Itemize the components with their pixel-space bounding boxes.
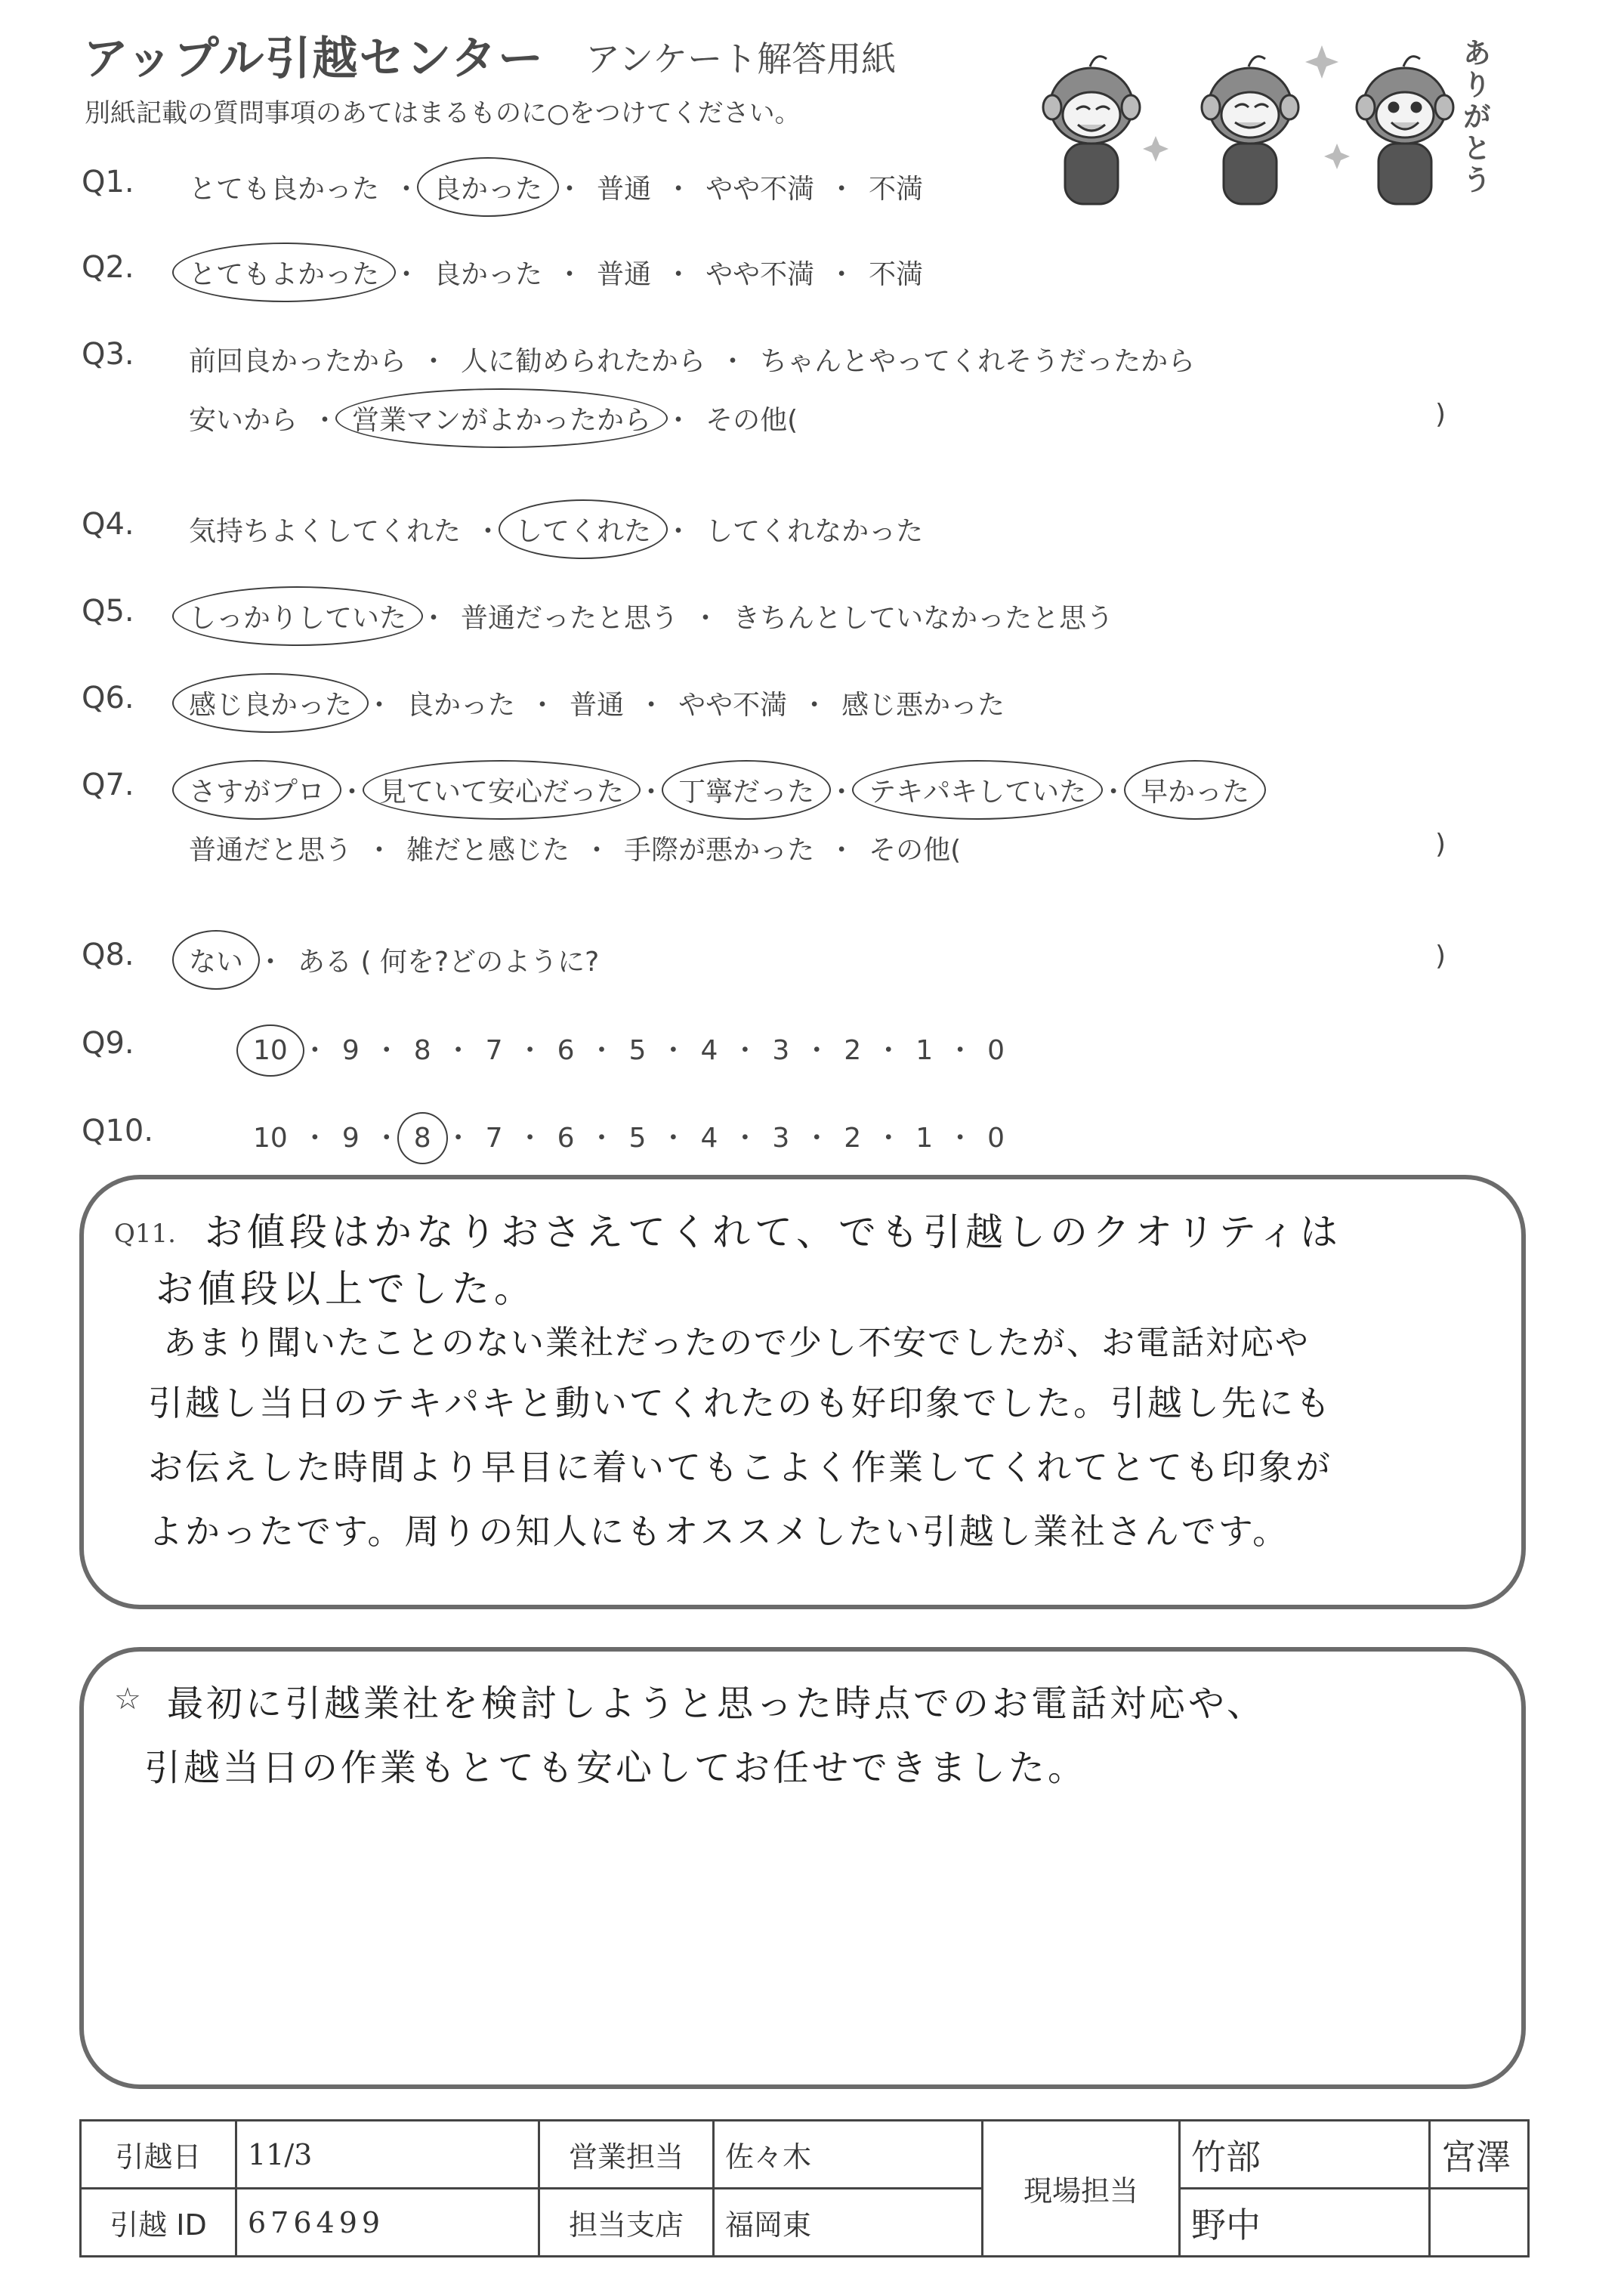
answer-options-row	[189, 597, 1113, 635]
star-comment-line: 最初に引越業社を検討しようと思った時点でのお電話対応や、	[167, 1683, 1267, 1725]
option-separator: ・	[516, 1123, 544, 1154]
option-separator: ・	[556, 174, 584, 205]
answer-option[interactable]: 2	[844, 1123, 862, 1154]
answer-option[interactable]: 7	[485, 1035, 503, 1066]
answer-option[interactable]: 6	[557, 1035, 575, 1066]
option-separator: ・	[665, 259, 693, 290]
option-separator: ・	[420, 346, 448, 377]
answer-options-row	[189, 829, 961, 867]
question-label: Q3.	[82, 337, 134, 372]
answer-option[interactable]: 不満	[869, 174, 924, 205]
option-separator: ・	[828, 259, 856, 290]
answer-option[interactable]: とても良かった	[189, 174, 380, 205]
q11-comment-box	[79, 1175, 1526, 1609]
answer-option[interactable]: 雑だと感じた	[406, 835, 570, 866]
answer-option[interactable]: 4	[700, 1035, 718, 1066]
answer-options-row	[189, 340, 1195, 379]
option-separator: ・	[372, 1035, 400, 1066]
field-staff-value: 宮澤	[1430, 2121, 1529, 2189]
arigatou-text: ありがとう	[1458, 38, 1491, 196]
answer-option[interactable]: やや不満	[678, 690, 788, 721]
q11-line: お伝えした時間より早目に着いてもこよく作業してくれてとても印象が	[148, 1447, 1332, 1488]
option-separator: ・	[731, 1123, 759, 1154]
option-separator: ・	[659, 1123, 687, 1154]
answer-option[interactable]: 0	[987, 1035, 1005, 1066]
answer-option[interactable]: ちゃんとやってくれそうだったから	[760, 346, 1196, 377]
answer-option[interactable]: やや不満	[705, 259, 815, 290]
question-label: Q4.	[82, 507, 134, 542]
answer-option-selected[interactable]: しっかりしていた	[189, 597, 406, 635]
option-separator: ・	[393, 174, 421, 205]
option-separator: ・	[803, 1123, 831, 1154]
move-info-table	[79, 2119, 1530, 2257]
question-label: Q10.	[82, 1114, 154, 1148]
option-separator: ・	[801, 690, 829, 721]
answer-option-selected[interactable]: 早かった	[1141, 771, 1249, 809]
answer-options-row	[189, 941, 599, 979]
option-separator: ・	[828, 777, 856, 808]
field-staff-value: 野中	[1180, 2189, 1430, 2257]
answer-options-row	[189, 253, 923, 292]
answer-option[interactable]: 1	[915, 1123, 934, 1154]
answer-option[interactable]: 6	[557, 1123, 575, 1154]
other-close-paren: )	[1435, 941, 1446, 972]
answer-option[interactable]: 5	[628, 1035, 647, 1066]
answer-option[interactable]: 普通だったと思う	[461, 603, 679, 634]
answer-option[interactable]: 10	[253, 1123, 288, 1154]
option-separator: ・	[665, 405, 693, 436]
option-separator: ・	[946, 1123, 974, 1154]
option-separator: ・	[665, 174, 693, 205]
option-separator: ・	[828, 835, 856, 866]
answer-option-selected[interactable]: 営業マンがよかったから	[352, 399, 651, 437]
answer-option[interactable]: 9	[341, 1123, 360, 1154]
q11-line: あまり聞いたことのない業社だったので少し不安でしたが、お電話対応や	[163, 1324, 1310, 1362]
option-separator: ・	[1100, 777, 1128, 808]
option-separator: ・	[311, 405, 339, 436]
answer-option[interactable]: 5	[628, 1123, 647, 1154]
sales-value: 佐々木	[714, 2121, 983, 2189]
answer-option-selected[interactable]: 丁寧だった	[678, 771, 814, 809]
branch-label: 担当支店	[539, 2189, 714, 2257]
q11-line: お値段以上でした。	[156, 1267, 536, 1311]
answer-option[interactable]: 良かった	[406, 690, 516, 721]
option-separator: ・	[338, 777, 366, 808]
answer-option-selected[interactable]: とてもよかった	[189, 253, 379, 292]
answer-option-selected[interactable]: さすがプロ	[189, 771, 325, 809]
option-separator: ・	[301, 1123, 329, 1154]
sales-label: 営業担当	[539, 2121, 714, 2189]
monkey-mascots-illustration	[1005, 30, 1518, 227]
option-separator: ・	[659, 1035, 687, 1066]
survey-subtitle: アンケート解答用紙	[585, 39, 897, 79]
option-separator: ・	[516, 1035, 544, 1066]
option-separator: ・	[257, 947, 285, 978]
option-separator: ・	[366, 690, 394, 721]
field-staff-value: 竹部	[1180, 2121, 1430, 2189]
answer-option-selected[interactable]: 感じ良かった	[189, 684, 352, 722]
answer-option[interactable]: 3	[772, 1123, 790, 1154]
option-separator: ・	[372, 1123, 400, 1154]
answer-options-row	[189, 510, 923, 549]
option-separator: ・	[529, 690, 557, 721]
answer-option[interactable]: 普通	[570, 690, 625, 721]
answer-option[interactable]: その他(	[705, 405, 798, 436]
question-label: Q9.	[82, 1026, 134, 1061]
q11-line: お値段はかなりおさえてくれて、でも引越しのクオリティは	[205, 1210, 1342, 1254]
option-separator: ・	[731, 1035, 759, 1066]
star-icon: ☆	[114, 1682, 141, 1717]
answer-option[interactable]: 7	[485, 1123, 503, 1154]
option-separator: ・	[875, 1123, 903, 1154]
answer-option[interactable]: 不満	[869, 259, 924, 290]
option-separator: ・	[875, 1035, 903, 1066]
answer-option[interactable]: 感じ悪かった	[841, 690, 1005, 721]
option-separator: ・	[719, 346, 747, 377]
answer-option[interactable]: 2	[844, 1035, 862, 1066]
q11-line: よかったです。周りの知人にもオススメしたい引越し業社さんです。	[148, 1511, 1290, 1552]
empty-cell	[1430, 2189, 1529, 2257]
option-separator: ・	[588, 1035, 616, 1066]
answer-option[interactable]: ある ( 何を?どのように?	[298, 947, 600, 978]
answer-option[interactable]: 1	[915, 1035, 934, 1066]
survey-title: アップル引越センター	[83, 32, 545, 85]
answer-options-row	[189, 399, 798, 437]
option-separator: ・	[444, 1123, 472, 1154]
answer-option[interactable]: きちんとしていなかったと思う	[733, 603, 1114, 634]
q11-label: Q11.	[114, 1219, 176, 1249]
answer-options-row	[189, 168, 923, 206]
question-label: Q8.	[82, 938, 134, 972]
option-separator: ・	[301, 1035, 329, 1066]
answer-option[interactable]: 手際が悪かった	[624, 835, 815, 866]
option-separator: ・	[393, 259, 421, 290]
answer-option[interactable]: 気持ちよくしてくれた	[189, 516, 462, 547]
field-staff-label: 現場担当	[983, 2121, 1180, 2257]
option-separator: ・	[588, 1123, 616, 1154]
instruction-text: 別紙記載の質問事項のあてはまるものに○をつけてください。	[85, 98, 801, 128]
star-comment-line: 引越当日の作業もとても安心してお任せできました。	[144, 1747, 1088, 1789]
answer-option[interactable]: 9	[341, 1035, 360, 1066]
answer-option-selected[interactable]: 8	[413, 1123, 431, 1154]
other-close-paren: )	[1435, 399, 1446, 430]
answer-option[interactable]: 8	[413, 1035, 431, 1066]
answer-option[interactable]: 安いから	[189, 405, 298, 436]
answer-option[interactable]: 0	[987, 1123, 1005, 1154]
answer-options-row	[253, 1029, 1005, 1068]
option-separator: ・	[444, 1035, 472, 1066]
question-label: Q2.	[82, 250, 134, 285]
answer-option[interactable]: 前回良かったから	[189, 346, 407, 377]
option-separator: ・	[638, 690, 665, 721]
move-date-value: 11/3	[236, 2121, 539, 2189]
option-separator: ・	[366, 835, 394, 866]
move-date-label: 引越日	[81, 2121, 236, 2189]
answer-option-selected[interactable]: 良かった	[434, 168, 542, 206]
answer-option[interactable]: 普通だと思う	[189, 835, 353, 866]
option-separator: ・	[692, 603, 720, 634]
answer-option-selected[interactable]: ない	[189, 941, 243, 979]
answer-options-row	[189, 771, 1249, 809]
option-separator: ・	[946, 1035, 974, 1066]
answer-option[interactable]: 良かった	[434, 259, 543, 290]
answer-option[interactable]: 人に勧められたから	[461, 346, 706, 377]
answer-option[interactable]: してくれなかった	[705, 516, 924, 547]
option-separator: ・	[583, 835, 611, 866]
other-close-paren: )	[1435, 829, 1446, 860]
option-separator: ・	[665, 516, 693, 547]
answer-option[interactable]: その他(	[869, 835, 962, 866]
answer-option-selected[interactable]: テキパキしていた	[869, 771, 1086, 809]
additional-comment-box	[79, 1647, 1526, 2089]
answer-option-selected[interactable]: してくれた	[515, 510, 651, 549]
option-separator: ・	[803, 1035, 831, 1066]
answer-options-row	[253, 1117, 1005, 1155]
answer-option-selected[interactable]: 10	[253, 1035, 288, 1066]
option-separator: ・	[474, 516, 502, 547]
question-label: Q1.	[82, 165, 134, 199]
answer-options-row	[189, 684, 1005, 722]
answer-option[interactable]: 4	[700, 1123, 718, 1154]
answer-option-selected[interactable]: 見ていて安心だった	[379, 771, 624, 809]
option-separator: ・	[556, 259, 584, 290]
question-label: Q6.	[82, 681, 134, 715]
question-label: Q7.	[82, 768, 134, 802]
branch-value: 福岡東	[714, 2189, 983, 2257]
move-id-label: 引越 ID	[81, 2189, 236, 2257]
answer-option[interactable]: 普通	[597, 174, 652, 205]
answer-option[interactable]: やや不満	[705, 174, 815, 205]
answer-option[interactable]: 普通	[597, 259, 652, 290]
option-separator: ・	[828, 174, 856, 205]
question-label: Q5.	[82, 594, 134, 629]
move-id-value: 676499	[236, 2189, 539, 2257]
q11-line: 引越し当日のテキパキと動いてくれたのも好印象でした。引越し先にも	[148, 1383, 1332, 1423]
option-separator: ・	[420, 603, 448, 634]
answer-option[interactable]: 3	[772, 1035, 790, 1066]
option-separator: ・	[638, 777, 665, 808]
